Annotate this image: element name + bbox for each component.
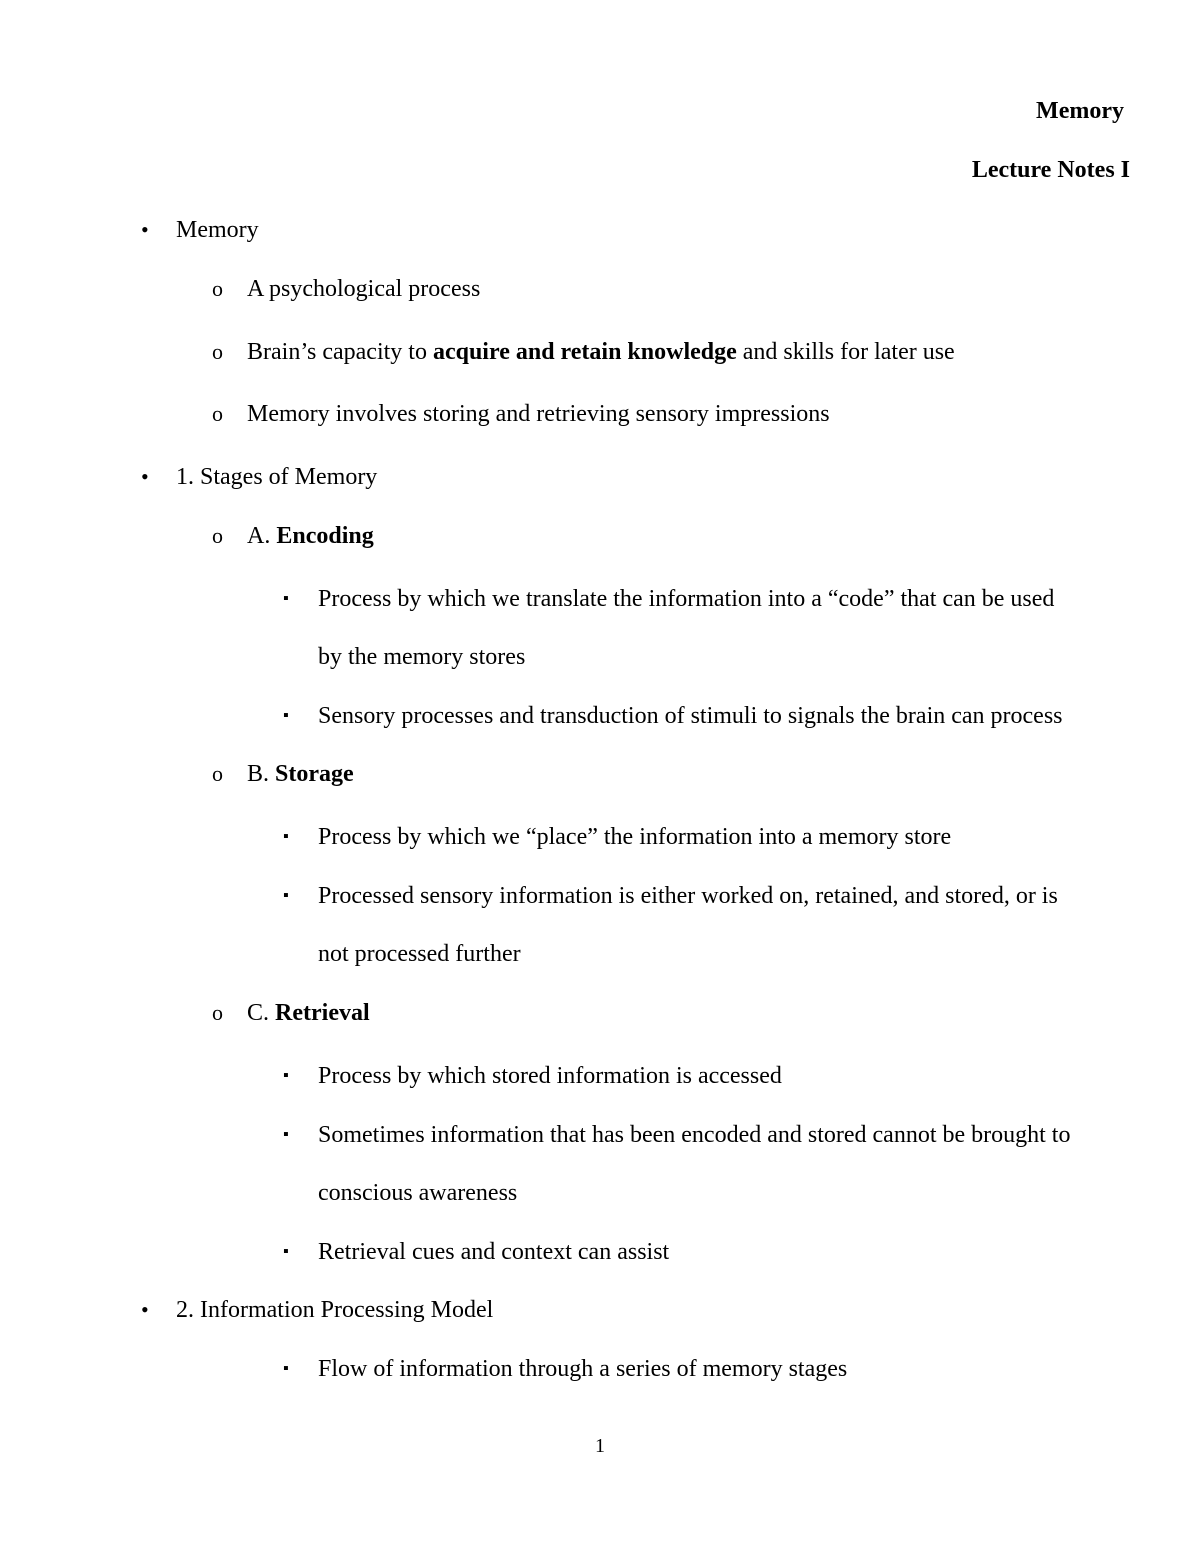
- outline-item-retrieval-definition: Process by which stored information is accessed: [318, 1063, 782, 1089]
- emphasis-text: Encoding: [276, 523, 374, 549]
- bullet-disc-marker: •: [141, 464, 149, 489]
- outline-item-memory: Memory: [176, 217, 259, 243]
- bullet-square-marker: ▪: [283, 828, 289, 845]
- outline-item-flow-of-information: Flow of information through a series of memory stages: [318, 1356, 848, 1382]
- bullet-disc-marker: •: [141, 1297, 149, 1322]
- document-title: Memory: [1036, 98, 1124, 124]
- outline-item-retrieval-cues: Retrieval cues and context can assist: [318, 1239, 670, 1265]
- bullet-circle-marker: o: [212, 339, 223, 364]
- bullet-square-marker: ▪: [283, 1243, 289, 1260]
- document-subtitle: Lecture Notes I: [971, 157, 1130, 183]
- bullet-square-marker: ▪: [283, 590, 289, 607]
- text-run: A.: [247, 523, 277, 549]
- outline-item-encoding-definition: Process by which we translate the information into a “code” that can be used: [318, 586, 1055, 612]
- text-run: Brain’s capacity to: [247, 339, 433, 365]
- bullet-square-marker: ▪: [283, 1126, 289, 1143]
- emphasis-text: Storage: [275, 761, 354, 787]
- bullet-circle-marker: o: [212, 401, 223, 426]
- outline-item-encoding: [247, 522, 374, 550]
- bullet-square-marker: ▪: [283, 1067, 289, 1084]
- bullet-square-marker: ▪: [283, 707, 289, 724]
- outline-item-encoding-definition-cont: by the memory stores: [318, 644, 526, 670]
- outline-item-sensory-processes: Sensory processes and transduction of stimuli to signals the brain can process: [318, 703, 1063, 729]
- outline-item-information-processing-model: 2. Information Processing Model: [176, 1297, 494, 1323]
- outline-item-storing-retrieving: Memory involves storing and retrieving sensory impressions: [247, 401, 830, 427]
- emphasis-text: acquire and retain knowledge: [432, 339, 737, 365]
- outline-item-retrieval-failure-cont: conscious awareness: [318, 1180, 518, 1206]
- bullet-square-marker: ▪: [283, 1360, 289, 1377]
- bullet-circle-marker: o: [212, 761, 223, 786]
- outline-item-stages-of-memory: 1. Stages of Memory: [176, 464, 378, 490]
- outline-item-retrieval-failure: Sometimes information that has been encoded and stored cannot be brought to: [318, 1122, 1071, 1148]
- outline-item-processed-sensory-info-cont: not processed further: [318, 941, 521, 967]
- bullet-circle-marker: o: [212, 523, 223, 548]
- bullet-disc-marker: •: [141, 217, 149, 242]
- outline-item-psychological-process: A psychological process: [247, 276, 481, 302]
- bullet-circle-marker: o: [212, 1000, 223, 1025]
- outline-item-storage-definition: Process by which we “place” the information into a memory store: [318, 824, 952, 850]
- outline-item-processed-sensory-info: Processed sensory information is either worked on, retained, and stored, or is: [318, 883, 1058, 909]
- text-run: B.: [247, 761, 276, 787]
- page-number: 1: [595, 1435, 605, 1457]
- outline-item-storage: [247, 760, 354, 788]
- outline-item-retrieval: [247, 999, 370, 1027]
- text-run: C.: [247, 1000, 276, 1026]
- emphasis-text: Retrieval: [275, 1000, 370, 1026]
- outline-item-brain-capacity: [247, 338, 955, 366]
- text-run: and skills for later use: [736, 339, 955, 365]
- bullet-square-marker: ▪: [283, 887, 289, 904]
- bullet-circle-marker: o: [212, 276, 223, 301]
